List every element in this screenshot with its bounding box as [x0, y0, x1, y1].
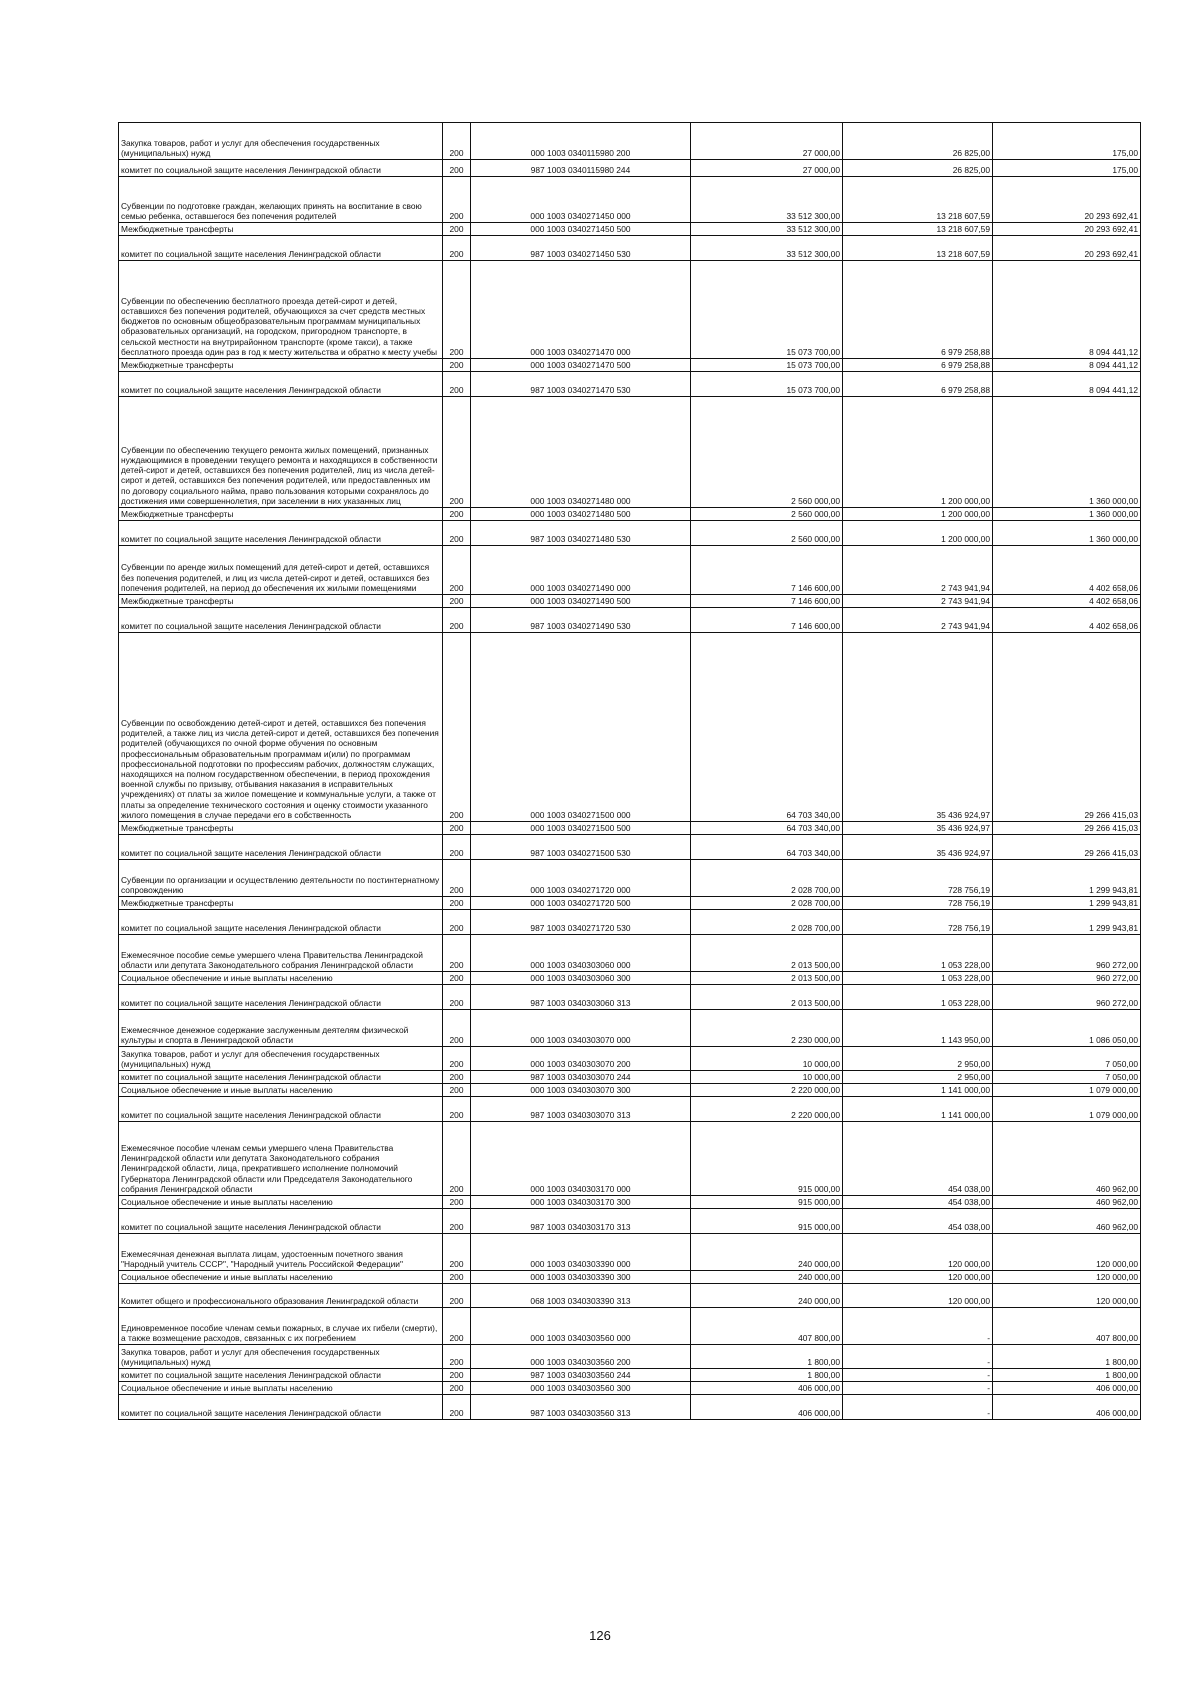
row-remainder-amount-cell: 1 360 000,00	[993, 521, 1141, 546]
row-plan-amount-cell: 407 800,00	[691, 1308, 843, 1345]
row-executed-amount-cell: 6 979 258,88	[843, 372, 993, 397]
row-executed-amount-cell: 13 218 607,59	[843, 177, 993, 223]
row-code-cell: 200	[443, 985, 471, 1010]
table-row	[119, 633, 1141, 822]
row-remainder-amount-cell: 406 000,00	[993, 1382, 1141, 1395]
row-executed-amount-cell: 13 218 607,59	[843, 223, 993, 236]
row-code-cell: 200	[443, 910, 471, 935]
row-code-cell: 200	[443, 546, 471, 595]
row-remainder-amount-cell: 20 293 692,41	[993, 177, 1141, 223]
row-classification-code-cell: 000 1003 0340271450 500	[471, 223, 691, 236]
row-classification-code-cell: 000 1003 0340303560 000	[471, 1308, 691, 1345]
row-plan-amount-cell: 406 000,00	[691, 1395, 843, 1420]
row-classification-code-cell: 000 1003 0340271720 500	[471, 897, 691, 910]
row-code-cell: 200	[443, 1196, 471, 1209]
row-executed-amount-cell: 728 756,19	[843, 897, 993, 910]
row-executed-amount-cell: 728 756,19	[843, 910, 993, 935]
row-code-cell: 200	[443, 595, 471, 608]
row-code-cell: 200	[443, 608, 471, 633]
table-row	[119, 1308, 1141, 1345]
row-code-cell: 200	[443, 372, 471, 397]
row-remainder-amount-cell: 407 800,00	[993, 1308, 1141, 1345]
row-plan-amount-cell: 27 000,00	[691, 123, 843, 160]
row-name-cell: комитет по социальной защите населения Ленинградской области	[119, 985, 443, 1010]
row-plan-amount-cell: 64 703 340,00	[691, 835, 843, 860]
row-plan-amount-cell: 2 013 500,00	[691, 985, 843, 1010]
row-remainder-amount-cell: 120 000,00	[993, 1284, 1141, 1308]
row-executed-amount-cell: 35 436 924,97	[843, 822, 993, 835]
row-name-cell: Межбюджетные трансферты	[119, 359, 443, 372]
row-remainder-amount-cell: 1 079 000,00	[993, 1097, 1141, 1122]
row-classification-code-cell: 000 1003 0340271720 000	[471, 860, 691, 897]
table-row	[119, 372, 1141, 397]
row-plan-amount-cell: 33 512 300,00	[691, 236, 843, 261]
row-executed-amount-cell: -	[843, 1382, 993, 1395]
row-classification-code-cell: 000 1003 0340303170 000	[471, 1122, 691, 1196]
page-number: 126	[589, 1628, 611, 1643]
row-name-cell: Закупка товаров, работ и услуг для обеспечения государственных (муниципальных) нужд	[119, 123, 443, 160]
row-code-cell: 200	[443, 397, 471, 508]
table-row	[119, 123, 1141, 160]
row-plan-amount-cell: 2 220 000,00	[691, 1097, 843, 1122]
row-code-cell: 200	[443, 223, 471, 236]
row-executed-amount-cell: 1 141 000,00	[843, 1084, 993, 1097]
row-name-cell: комитет по социальной защите населения Ленинградской области	[119, 521, 443, 546]
row-classification-code-cell: 000 1003 0340271500 500	[471, 822, 691, 835]
row-name-cell: Социальное обеспечение и иные выплаты населению	[119, 1382, 443, 1395]
row-name-cell: комитет по социальной защите населения Ленинградской области	[119, 910, 443, 935]
row-classification-code-cell: 987 1003 0340271490 530	[471, 608, 691, 633]
row-executed-amount-cell: -	[843, 1345, 993, 1369]
table-row	[119, 835, 1141, 860]
row-remainder-amount-cell: 4 402 658,06	[993, 546, 1141, 595]
row-executed-amount-cell: 728 756,19	[843, 860, 993, 897]
row-name-cell: комитет по социальной защите населения Ленинградской области	[119, 160, 443, 177]
row-code-cell: 200	[443, 359, 471, 372]
row-remainder-amount-cell: 7 050,00	[993, 1047, 1141, 1071]
row-classification-code-cell: 987 1003 0340303060 313	[471, 985, 691, 1010]
row-code-cell: 200	[443, 508, 471, 521]
table-row	[119, 935, 1141, 972]
row-executed-amount-cell: 35 436 924,97	[843, 633, 993, 822]
row-classification-code-cell: 987 1003 0340303560 244	[471, 1369, 691, 1382]
row-plan-amount-cell: 27 000,00	[691, 160, 843, 177]
row-code-cell: 200	[443, 1084, 471, 1097]
row-plan-amount-cell: 1 800,00	[691, 1369, 843, 1382]
table-row	[119, 608, 1141, 633]
row-name-cell: Межбюджетные трансферты	[119, 223, 443, 236]
row-code-cell: 200	[443, 177, 471, 223]
row-remainder-amount-cell: 29 266 415,03	[993, 835, 1141, 860]
row-plan-amount-cell: 64 703 340,00	[691, 822, 843, 835]
row-code-cell: 200	[443, 935, 471, 972]
row-executed-amount-cell: 2 743 941,94	[843, 595, 993, 608]
table-row	[119, 1010, 1141, 1047]
row-remainder-amount-cell: 20 293 692,41	[993, 236, 1141, 261]
row-executed-amount-cell: 35 436 924,97	[843, 835, 993, 860]
table-row	[119, 985, 1141, 1010]
row-plan-amount-cell: 10 000,00	[691, 1071, 843, 1084]
row-remainder-amount-cell: 960 272,00	[993, 985, 1141, 1010]
row-code-cell: 200	[443, 897, 471, 910]
row-executed-amount-cell: 1 053 228,00	[843, 972, 993, 985]
row-name-cell: Закупка товаров, работ и услуг для обеспечения государственных (муниципальных) нужд	[119, 1047, 443, 1071]
row-name-cell: комитет по социальной защите населения Ленинградской области	[119, 236, 443, 261]
row-executed-amount-cell: 1 200 000,00	[843, 508, 993, 521]
row-executed-amount-cell: 1 200 000,00	[843, 521, 993, 546]
row-remainder-amount-cell: 1 360 000,00	[993, 508, 1141, 521]
row-code-cell: 200	[443, 822, 471, 835]
row-classification-code-cell: 987 1003 0340303070 313	[471, 1097, 691, 1122]
row-classification-code-cell: 000 1003 0340303060 000	[471, 935, 691, 972]
row-plan-amount-cell: 240 000,00	[691, 1271, 843, 1284]
row-executed-amount-cell: 2 950,00	[843, 1047, 993, 1071]
row-name-cell: Субвенции по освобождению детей-сирот и детей, оставшихся без попечения родителей, а также лиц из числа детей-сирот и детей, оставшихся без попечения родителей (обучающихся по очной форме обучения по основным профессиональным образовательным программам и(или) по программам профессиональной подготовки по профессиям рабочих, должностям служащих, находящихся на полном государственном обеспечении, в период прохождения военной службы по призыву, отбывания наказания в исправительных учреждениях) от платы за жилое помещение и коммунальные услуги, а также от платы за определение технического состояния и оценку стоимости указанного жилого помещения в случае передачи его в собственность	[119, 633, 443, 822]
row-remainder-amount-cell: 8 094 441,12	[993, 359, 1141, 372]
table-row	[119, 1234, 1141, 1271]
row-code-cell: 200	[443, 521, 471, 546]
row-plan-amount-cell: 7 146 600,00	[691, 608, 843, 633]
row-classification-code-cell: 987 1003 0340303170 313	[471, 1209, 691, 1234]
row-name-cell: Субвенции по аренде жилых помещений для детей-сирот и детей, оставшихся без попечения родителей, и лиц из числа детей-сирот и детей, оставшихся без попечения родителей, на период до обеспечения их жилыми помещениями	[119, 546, 443, 595]
row-name-cell: Закупка товаров, работ и услуг для обеспечения государственных (муниципальных) нужд	[119, 1345, 443, 1369]
row-plan-amount-cell: 15 073 700,00	[691, 372, 843, 397]
table-row	[119, 910, 1141, 935]
row-executed-amount-cell: 454 038,00	[843, 1122, 993, 1196]
row-plan-amount-cell: 2 013 500,00	[691, 972, 843, 985]
row-plan-amount-cell: 2 028 700,00	[691, 897, 843, 910]
row-plan-amount-cell: 33 512 300,00	[691, 223, 843, 236]
table-row	[119, 521, 1141, 546]
table-row	[119, 595, 1141, 608]
row-classification-code-cell: 000 1003 0340271490 500	[471, 595, 691, 608]
row-name-cell: Ежемесячное пособие семье умершего члена Правительства Ленинградской области или депутата Законодательного собрания Ленинградской области	[119, 935, 443, 972]
row-executed-amount-cell: 1 143 950,00	[843, 1010, 993, 1047]
row-name-cell: Социальное обеспечение и иные выплаты населению	[119, 1084, 443, 1097]
table-row	[119, 822, 1141, 835]
row-plan-amount-cell: 240 000,00	[691, 1284, 843, 1308]
row-remainder-amount-cell: 960 272,00	[993, 935, 1141, 972]
row-plan-amount-cell: 33 512 300,00	[691, 177, 843, 223]
table-row	[119, 1345, 1141, 1369]
row-code-cell: 200	[443, 1369, 471, 1382]
row-classification-code-cell: 987 1003 0340271720 530	[471, 910, 691, 935]
row-code-cell: 200	[443, 261, 471, 359]
row-name-cell: Социальное обеспечение и иные выплаты населению	[119, 1271, 443, 1284]
row-plan-amount-cell: 915 000,00	[691, 1209, 843, 1234]
row-plan-amount-cell: 64 703 340,00	[691, 633, 843, 822]
row-classification-code-cell: 000 1003 0340271490 000	[471, 546, 691, 595]
budget-execution-table	[118, 122, 1141, 1420]
row-remainder-amount-cell: 7 050,00	[993, 1071, 1141, 1084]
row-remainder-amount-cell: 120 000,00	[993, 1271, 1141, 1284]
row-remainder-amount-cell: 4 402 658,06	[993, 595, 1141, 608]
table-row	[119, 1271, 1141, 1284]
row-classification-code-cell: 000 1003 0340271470 500	[471, 359, 691, 372]
row-plan-amount-cell: 7 146 600,00	[691, 546, 843, 595]
row-plan-amount-cell: 2 028 700,00	[691, 910, 843, 935]
row-remainder-amount-cell: 175,00	[993, 123, 1141, 160]
row-code-cell: 200	[443, 160, 471, 177]
row-plan-amount-cell: 2 013 500,00	[691, 935, 843, 972]
row-classification-code-cell: 987 1003 0340303560 313	[471, 1395, 691, 1420]
table-row	[119, 860, 1141, 897]
table-row	[119, 1084, 1141, 1097]
row-code-cell: 200	[443, 1395, 471, 1420]
table-row	[119, 359, 1141, 372]
row-remainder-amount-cell: 20 293 692,41	[993, 223, 1141, 236]
row-executed-amount-cell: 6 979 258,88	[843, 261, 993, 359]
row-name-cell: комитет по социальной защите населения Ленинградской области	[119, 835, 443, 860]
row-remainder-amount-cell: 460 962,00	[993, 1196, 1141, 1209]
row-executed-amount-cell: 6 979 258,88	[843, 359, 993, 372]
row-code-cell: 200	[443, 236, 471, 261]
row-classification-code-cell: 000 1003 0340271470 000	[471, 261, 691, 359]
row-classification-code-cell: 000 1003 0340303390 300	[471, 1271, 691, 1284]
row-plan-amount-cell: 2 560 000,00	[691, 521, 843, 546]
row-classification-code-cell: 000 1003 0340271480 000	[471, 397, 691, 508]
row-name-cell: комитет по социальной защите населения Ленинградской области	[119, 608, 443, 633]
row-remainder-amount-cell: 1 299 943,81	[993, 897, 1141, 910]
row-plan-amount-cell: 240 000,00	[691, 1234, 843, 1271]
row-code-cell: 200	[443, 1071, 471, 1084]
row-name-cell: комитет по социальной защите населения Ленинградской области	[119, 1209, 443, 1234]
row-remainder-amount-cell: 1 800,00	[993, 1345, 1141, 1369]
table-row	[119, 223, 1141, 236]
row-name-cell: Субвенции по обеспечению текущего ремонта жилых помещений, признанных нуждающимися в проведении текущего ремонта и находящихся в собственности детей-сирот и детей, оставшихся без попечения родителей, лиц из числа детей-сирот и детей, оставшихся без попечения родителей, или предоставленных им по договору социального найма, право пользования которыми сохранялось до достижения ими совершеннолетия, при заселении в них указанных лиц	[119, 397, 443, 508]
row-name-cell: комитет по социальной защите населения Ленинградской области	[119, 1395, 443, 1420]
row-name-cell: Межбюджетные трансферты	[119, 897, 443, 910]
row-classification-code-cell: 000 1003 0340303560 200	[471, 1345, 691, 1369]
row-code-cell: 200	[443, 835, 471, 860]
row-classification-code-cell: 000 1003 0340271500 000	[471, 633, 691, 822]
row-name-cell: Субвенции по обеспечению бесплатного проезда детей-сирот и детей, оставшихся без попечения родителей, обучающихся за счет средств местных бюджетов по основным общеобразовательным программам муниципальных образовательных организаций, на городском, пригородном транспорте, в сельской местности на внутрирайонном транспорте (кроме такси), а также бесплатного проезда один раз в год к месту жительства и обратно к месту учебы	[119, 261, 443, 359]
row-classification-code-cell: 987 1003 0340271450 530	[471, 236, 691, 261]
table-row	[119, 972, 1141, 985]
table-row	[119, 397, 1141, 508]
table-row	[119, 1071, 1141, 1084]
row-plan-amount-cell: 1 800,00	[691, 1345, 843, 1369]
row-remainder-amount-cell: 8 094 441,12	[993, 372, 1141, 397]
table-row	[119, 1382, 1141, 1395]
row-plan-amount-cell: 15 073 700,00	[691, 359, 843, 372]
row-classification-code-cell: 000 1003 0340303390 000	[471, 1234, 691, 1271]
row-remainder-amount-cell: 960 272,00	[993, 972, 1141, 985]
document-page	[118, 122, 1140, 1420]
row-name-cell: Социальное обеспечение и иные выплаты населению	[119, 972, 443, 985]
row-executed-amount-cell: 454 038,00	[843, 1209, 993, 1234]
row-name-cell: Социальное обеспечение и иные выплаты населению	[119, 1196, 443, 1209]
row-executed-amount-cell: -	[843, 1369, 993, 1382]
row-plan-amount-cell: 10 000,00	[691, 1047, 843, 1071]
row-code-cell: 200	[443, 1209, 471, 1234]
row-code-cell: 200	[443, 972, 471, 985]
table-row	[119, 546, 1141, 595]
row-code-cell: 200	[443, 1284, 471, 1308]
row-code-cell: 200	[443, 633, 471, 822]
row-remainder-amount-cell: 1 086 050,00	[993, 1010, 1141, 1047]
row-name-cell: Субвенции по организации и осуществлению деятельности по постинтернатному сопровождению	[119, 860, 443, 897]
row-remainder-amount-cell: 120 000,00	[993, 1234, 1141, 1271]
row-code-cell: 200	[443, 1345, 471, 1369]
row-classification-code-cell: 987 1003 0340303070 244	[471, 1071, 691, 1084]
row-name-cell: Ежемесячная денежная выплата лицам, удостоенным почетного звания "Народный учитель СССР", "Народный учитель Российской Федерации"	[119, 1234, 443, 1271]
row-name-cell: комитет по социальной защите населения Ленинградской области	[119, 1071, 443, 1084]
row-code-cell: 200	[443, 123, 471, 160]
table-row	[119, 1209, 1141, 1234]
table-row	[119, 177, 1141, 223]
row-executed-amount-cell: 1 053 228,00	[843, 935, 993, 972]
row-plan-amount-cell: 2 220 000,00	[691, 1084, 843, 1097]
row-name-cell: Субвенции по подготовке граждан, желающих принять на воспитание в свою семью ребенка, оставшегося без попечения родителей	[119, 177, 443, 223]
row-remainder-amount-cell: 460 962,00	[993, 1122, 1141, 1196]
row-name-cell: Ежемесячное денежное содержание заслуженным деятелям физической культуры и спорта в Ленинградской области	[119, 1010, 443, 1047]
row-name-cell: Комитет общего и профессионального образования Ленинградской области	[119, 1284, 443, 1308]
row-executed-amount-cell: 26 825,00	[843, 160, 993, 177]
row-name-cell: комитет по социальной защите населения Ленинградской области	[119, 1369, 443, 1382]
row-remainder-amount-cell: 1 079 000,00	[993, 1084, 1141, 1097]
row-remainder-amount-cell: 29 266 415,03	[993, 822, 1141, 835]
row-classification-code-cell: 987 1003 0340115980 244	[471, 160, 691, 177]
table-row	[119, 236, 1141, 261]
table-row	[119, 1097, 1141, 1122]
row-name-cell: Единовременное пособие членам семьи пожарных, в случае их гибели (смерти), а также возмещение расходов, связанных с их погребением	[119, 1308, 443, 1345]
row-remainder-amount-cell: 1 800,00	[993, 1369, 1141, 1382]
row-name-cell: Межбюджетные трансферты	[119, 822, 443, 835]
row-classification-code-cell: 000 1003 0340303560 300	[471, 1382, 691, 1395]
row-executed-amount-cell: 1 141 000,00	[843, 1097, 993, 1122]
table-row	[119, 1284, 1141, 1308]
table-row	[119, 1369, 1141, 1382]
row-code-cell: 200	[443, 1271, 471, 1284]
row-code-cell: 200	[443, 1382, 471, 1395]
row-name-cell: комитет по социальной защите населения Ленинградской области	[119, 372, 443, 397]
table-row	[119, 160, 1141, 177]
row-plan-amount-cell: 2 230 000,00	[691, 1010, 843, 1047]
row-name-cell: Ежемесячное пособие членам семьи умершего члена Правительства Ленинградской области или депутата Законодательного собрания Ленинградской области, лица, прекратившего исполнение полномочий Губернатора Ленинградской области или Председателя Законодательного собрания Ленинградской области	[119, 1122, 443, 1196]
row-executed-amount-cell: 13 218 607,59	[843, 236, 993, 261]
table-row	[119, 1122, 1141, 1196]
row-classification-code-cell: 000 1003 0340271480 500	[471, 508, 691, 521]
row-name-cell: комитет по социальной защите населения Ленинградской области	[119, 1097, 443, 1122]
row-classification-code-cell: 068 1003 0340303390 313	[471, 1284, 691, 1308]
row-classification-code-cell: 000 1003 0340303060 300	[471, 972, 691, 985]
table-row	[119, 897, 1141, 910]
row-plan-amount-cell: 915 000,00	[691, 1122, 843, 1196]
row-code-cell: 200	[443, 1234, 471, 1271]
row-code-cell: 200	[443, 1010, 471, 1047]
table-row	[119, 1047, 1141, 1071]
row-remainder-amount-cell: 460 962,00	[993, 1209, 1141, 1234]
row-name-cell: Межбюджетные трансферты	[119, 595, 443, 608]
row-remainder-amount-cell: 8 094 441,12	[993, 261, 1141, 359]
row-executed-amount-cell: 2 743 941,94	[843, 608, 993, 633]
row-executed-amount-cell: 26 825,00	[843, 123, 993, 160]
row-executed-amount-cell: 2 950,00	[843, 1071, 993, 1084]
row-executed-amount-cell: -	[843, 1308, 993, 1345]
table-row	[119, 1196, 1141, 1209]
row-plan-amount-cell: 915 000,00	[691, 1196, 843, 1209]
row-executed-amount-cell: 120 000,00	[843, 1284, 993, 1308]
row-executed-amount-cell: 1 200 000,00	[843, 397, 993, 508]
row-classification-code-cell: 000 1003 0340303070 000	[471, 1010, 691, 1047]
row-classification-code-cell: 000 1003 0340303070 300	[471, 1084, 691, 1097]
row-classification-code-cell: 987 1003 0340271470 530	[471, 372, 691, 397]
row-classification-code-cell: 000 1003 0340271450 000	[471, 177, 691, 223]
table-body	[119, 123, 1141, 1420]
row-code-cell: 200	[443, 1047, 471, 1071]
row-classification-code-cell: 000 1003 0340303170 300	[471, 1196, 691, 1209]
row-remainder-amount-cell: 406 000,00	[993, 1395, 1141, 1420]
row-remainder-amount-cell: 175,00	[993, 160, 1141, 177]
row-plan-amount-cell: 2 560 000,00	[691, 397, 843, 508]
row-remainder-amount-cell: 29 266 415,03	[993, 633, 1141, 822]
row-code-cell: 200	[443, 1097, 471, 1122]
table-row	[119, 508, 1141, 521]
row-name-cell: Межбюджетные трансферты	[119, 508, 443, 521]
row-code-cell: 200	[443, 1308, 471, 1345]
row-executed-amount-cell: 120 000,00	[843, 1234, 993, 1271]
row-plan-amount-cell: 15 073 700,00	[691, 261, 843, 359]
row-plan-amount-cell: 2 560 000,00	[691, 508, 843, 521]
row-remainder-amount-cell: 4 402 658,06	[993, 608, 1141, 633]
row-classification-code-cell: 000 1003 0340303070 200	[471, 1047, 691, 1071]
row-plan-amount-cell: 2 028 700,00	[691, 860, 843, 897]
row-executed-amount-cell: 2 743 941,94	[843, 546, 993, 595]
row-classification-code-cell: 987 1003 0340271500 530	[471, 835, 691, 860]
row-plan-amount-cell: 406 000,00	[691, 1382, 843, 1395]
row-code-cell: 200	[443, 860, 471, 897]
row-classification-code-cell: 000 1003 0340115980 200	[471, 123, 691, 160]
row-executed-amount-cell: 120 000,00	[843, 1271, 993, 1284]
row-classification-code-cell: 987 1003 0340271480 530	[471, 521, 691, 546]
row-remainder-amount-cell: 1 299 943,81	[993, 860, 1141, 897]
row-remainder-amount-cell: 1 360 000,00	[993, 397, 1141, 508]
row-executed-amount-cell: 454 038,00	[843, 1196, 993, 1209]
row-code-cell: 200	[443, 1122, 471, 1196]
row-plan-amount-cell: 7 146 600,00	[691, 595, 843, 608]
table-row	[119, 1395, 1141, 1420]
row-remainder-amount-cell: 1 299 943,81	[993, 910, 1141, 935]
row-executed-amount-cell: -	[843, 1395, 993, 1420]
table-row	[119, 261, 1141, 359]
row-executed-amount-cell: 1 053 228,00	[843, 985, 993, 1010]
